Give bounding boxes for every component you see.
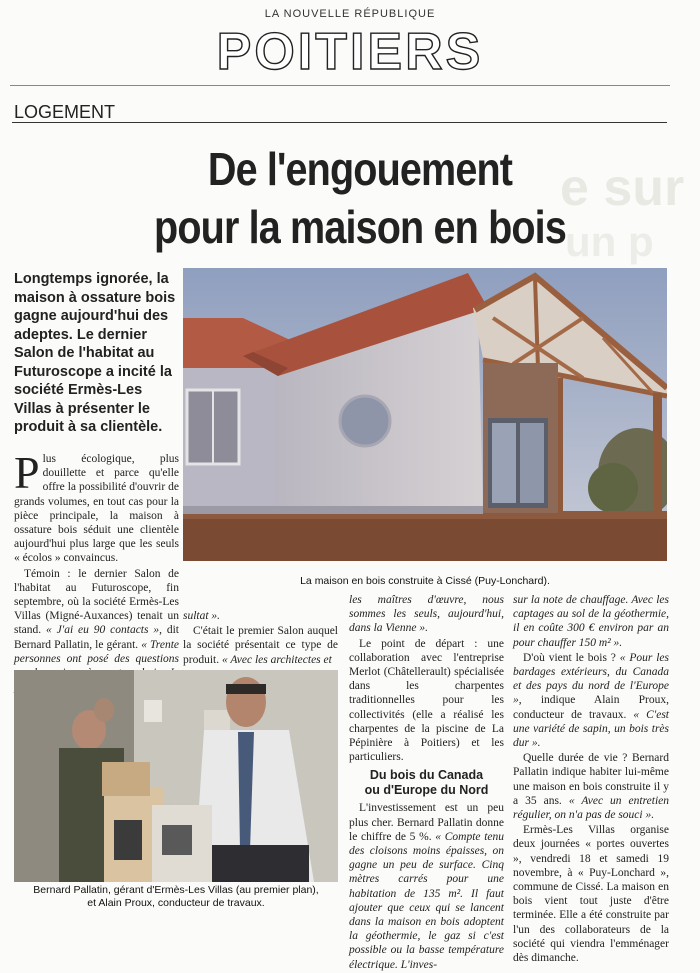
section-divider xyxy=(12,122,667,123)
column-2-continuation: sultat ». xyxy=(183,610,221,622)
subheading xyxy=(349,768,504,798)
bleed-through-text: e sur xyxy=(560,159,685,217)
house-photo-caption: La maison en bois construite à Cissé (Puy-Lonchard). xyxy=(300,575,550,587)
people-caption-line-2: et Alain Proux, conducteur de travaux. xyxy=(87,897,265,909)
house-illustration xyxy=(183,268,667,561)
edition-title: POITIERS xyxy=(216,23,484,81)
subheading-line-2: ou d'Europe du Nord xyxy=(364,783,489,798)
column-4-paragraph-1-end: , indique Alain Proux, conducteur de travaux. xyxy=(513,694,669,721)
column-3-paragraph-2: L'investissement est un peu plus cher. Bernard Pallatin donne le chiffre de 5 %. xyxy=(349,802,504,843)
column-2-paragraph: C'était le premier Salon auquel la société présentait ce type de produit. xyxy=(183,625,338,666)
article-column-4 xyxy=(513,593,669,966)
column-1-lead-word: Témoin xyxy=(24,567,60,580)
bleed-through-text-2: un p xyxy=(565,218,654,265)
column-4-quote-1: « Pour les bardages extérieurs, du Canada et des pays du nord de l'Europe » xyxy=(513,651,669,707)
column-1-quote-2: « Trente personnes ont posé des questions xyxy=(14,638,179,665)
column-4-quote-2: « C'est une variété de sapin, un bois très dur ». xyxy=(513,708,669,750)
column-3-continuation: les maîtres d'œuvre, nous sommes les seuls, aujourd'hui, dans la Vienne ». xyxy=(349,594,504,635)
header-divider xyxy=(10,85,670,86)
people-caption-line-1: Bernard Pallatin, gérant d'Ermès-Les Villas (au premier plan), xyxy=(33,884,319,896)
people-photo xyxy=(14,670,338,882)
column-4-paragraph-3: Ermès-Les Villas organise deux journées « portes ouvertes », vendredi 18 et samedi 19 novembre, à « Puy-Lonchard », commune de Cissé. La maison en bois vient tout juste d'être terminée. Elle a été construite par l'un des collaborateurs de la société qui viendra l'emménager dès dimanche. xyxy=(513,824,669,965)
column-1-quote-1: « J'ai eu 90 contacts » xyxy=(46,624,160,637)
column-1-paragraph-2: : le dernier Salon de l'habitat au Futuroscope, fin septembre, où la société Ermès-Les Villas (Migné-Auxances) tenait un stand. xyxy=(14,567,179,637)
headline-line-2: pour la maison en bois xyxy=(154,201,566,253)
article-column-2 xyxy=(183,609,338,668)
lead-paragraph: Longtemps ignorée, la maison à ossature bois gagne aujourd'hui des adeptes. Le dernier Salon de l'habitat au Futuroscope a incité la société Ermès-Les Villas à présenter le produit à sa clientèle. xyxy=(14,271,176,435)
column-1-paragraph-2-end: , dit Bernard Pallatin, le gérant. xyxy=(14,624,180,651)
column-1-paragraph-1: lus écologique, plus douillette et parce qu'elle offre la possibilité d'ouvrir de grands volumes, en tout cas pour la pièce principale, la maison à ossature bois séduit une clientèle aujourd'hui plus large que les seuls « écolos » convaincus. xyxy=(14,453,179,565)
section-label: LOGEMENT xyxy=(14,102,116,122)
column-3-paragraph-1: Le point de départ : une collaboration avec l'entreprise Merlot (Châtellerault) spécialisée dans les charpentes traditionnelles pour les collectivités (elle a réalisé les charpentes de la piscine de La Pépinière à Poitiers) et les particuliers. xyxy=(349,637,504,764)
people-photo-caption xyxy=(14,884,338,910)
headline-line-1: De l'engouement xyxy=(207,143,513,195)
column-2-quote: « Avec les architectes et xyxy=(221,653,332,666)
subheading-line-1: Du bois du Canada xyxy=(369,768,484,783)
column-4-paragraph-2: Quelle durée de vie ? Bernard Pallatin indique habiter lui-même une maison en bois construite il y a 35 ans. xyxy=(513,752,669,807)
people-illustration xyxy=(14,670,338,882)
column-4-paragraph-1: D'où vient le bois ? xyxy=(523,651,620,664)
column-3-quote: « Compte tenu des cloisons moins épaisses, on gagne un peu de surface. Cinq mètres carrés pour une habitation de 135 m². Il faut ajouter que ceux qui se lancent dans la maison en bois adoptent la géothermie, le gaz si c'est possible ou la basse température électrique. L'inves- xyxy=(349,830,504,971)
headline xyxy=(68,140,653,256)
house-photo xyxy=(183,268,667,561)
column-4-continuation: sur la note de chauffage. Avec les captages au sol de la géothermie, il en coûte 300 € environ par an pour chauffer 150 m² ». xyxy=(513,594,669,649)
column-4-quote-3: « Avec un entretien régulier, on n'a pas de souci ». xyxy=(513,794,669,822)
newspaper-name: LA NOUVELLE RÉPUBLIQUE xyxy=(264,8,436,20)
drop-cap: P xyxy=(14,447,40,498)
